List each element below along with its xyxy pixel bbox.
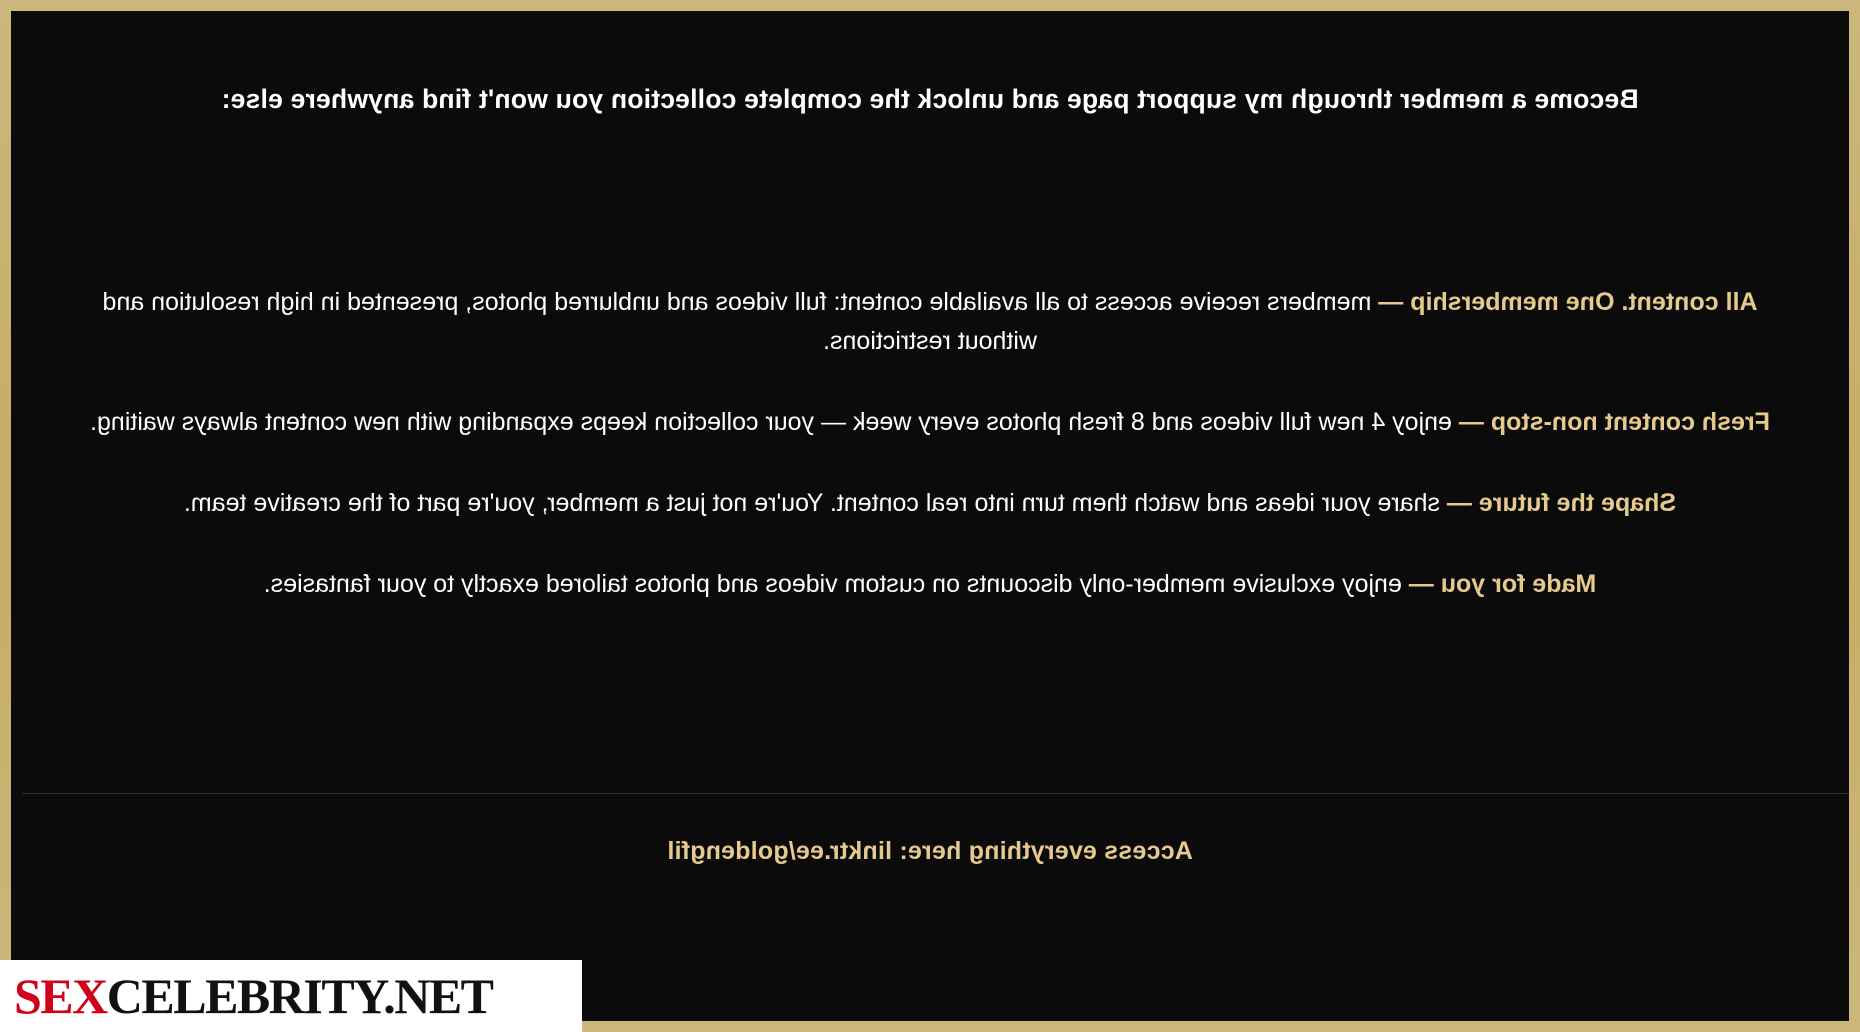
benefit-body: enjoy exclusive member-only discounts on custom videos and photos tailored exactly to your fantasies. xyxy=(263,570,1409,598)
list-item xyxy=(71,283,1789,361)
content-panel xyxy=(11,11,1849,1021)
benefit-lead: Shape the future — xyxy=(1446,489,1677,517)
watermark-text-primary: SEX xyxy=(14,968,107,1024)
footer-cta[interactable] xyxy=(71,837,1789,866)
benefit-body: share your ideas and watch them turn into real content. You're not just a member, you're part of the creative team. xyxy=(183,489,1447,517)
mirrored-text-block xyxy=(11,11,1849,955)
benefit-lead: All content. One membership — xyxy=(1378,288,1758,316)
list-item xyxy=(71,565,1789,604)
footer-link[interactable]: linktr.ee/goldengfil xyxy=(667,837,893,865)
footer-divider xyxy=(22,793,1849,794)
watermark-text-secondary: CELEBRITY.NET xyxy=(106,968,493,1024)
benefit-body: members receive access to all available content: full videos and unblurred photos, presented in high resolution and without restrictions. xyxy=(102,288,1379,355)
benefits-list xyxy=(71,283,1789,646)
list-item xyxy=(71,403,1789,442)
benefit-lead: Fresh content non-stop — xyxy=(1458,408,1770,436)
list-item xyxy=(71,484,1789,523)
watermark xyxy=(0,960,582,1032)
footer-label: Access everything here: xyxy=(899,837,1193,865)
benefit-body: enjoy 4 new full videos and 8 fresh photos every week — your collection keeps expanding with new content always waiting. xyxy=(90,408,1459,436)
benefit-lead: Made for you — xyxy=(1408,570,1597,598)
page-title: Become a member through my support page and unlock the complete collection you won't find anywhere else: xyxy=(221,84,1639,114)
